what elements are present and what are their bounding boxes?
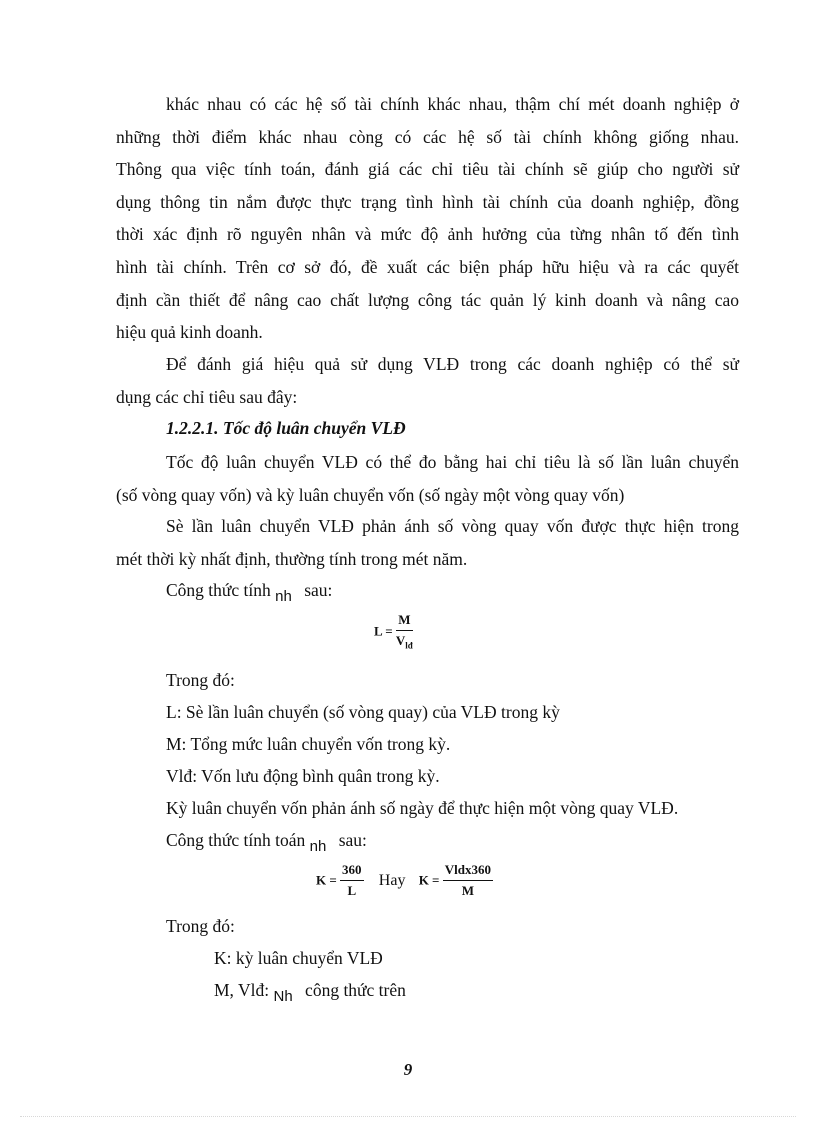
paragraph-line: dụng các chỉ tiêu sau đây: [116,386,298,407]
formula-period-num1: 360 [340,862,364,881]
where-label-1: Trong đó: [166,670,235,690]
formula-period-fraction2 [443,862,493,899]
formula-period-lhs1: K = [316,872,337,888]
formula-turnover [374,612,413,651]
definition-M-Vld-text: M, Vlđ: [214,980,270,1000]
formula-intro-2-text: Công thức tính toán [166,830,306,850]
definition-K-intro: Kỳ luân chuyển vốn phản ánh số ngày để thực hiện một vòng quay VLĐ. [166,798,679,818]
formula-turnover-den-sub: lđ [405,640,413,651]
formula-period-den2: M [461,883,474,898]
formula-intro-1-text: Công thức tính [166,580,271,600]
paragraph-line: hiệu quả kinh doanh. [116,322,263,343]
formula-turnover-lhs: L = [374,623,393,639]
definition-M-Vld-small: Nh [273,988,293,1005]
paragraph-line: khác nhau có các hệ số tài chính khác nhau, thậm chí mét doanh nghiệp ở [166,94,739,114]
formula-intro-1-small: nh [275,588,292,605]
paragraph-line: hình tài chính. Trên cơ sở đó, đề xuất các biện pháp hữu hiệu và ra các quyết [116,256,739,277]
paragraph-line: thời xác định rõ nguyên nhân và mức độ ảnh hưởng của từng nhân tố đến tình [116,224,739,245]
definition-Vld: Vlđ: Vốn lưu động bình quân trong kỳ. [166,766,440,786]
page-bottom-divider [20,1116,796,1117]
paragraph-turnover-count [116,510,739,575]
formula-turnover-fraction [396,612,413,651]
formula-period-connector: Hay [378,871,406,889]
definition-L: L: Sè lần luân chuyển (số vòng quay) của VLĐ trong kỳ [166,702,560,722]
formula-period-den1: L [347,883,357,898]
definition-M-Vld-tail: công thức trên [305,980,406,1000]
formula-period [316,862,493,899]
page-number: 9 [403,1060,413,1079]
formula-intro-2-tail: sau: [338,830,367,850]
paragraph-line: Sè lần luân chuyển VLĐ phản ánh số vòng quay vốn được thực hiện trong [166,516,739,536]
paragraph-financial-ratios [116,88,739,349]
paragraph-line: định cần thiết để nâng cao chất lượng công tác quản lý kinh doanh và nâng cao [116,289,739,310]
paragraph-line: Thông qua việc tính toán, đánh giá các chỉ tiêu tài chính sẽ giúp cho người sử [116,159,739,180]
paragraph-line: Để đánh giá hiệu quả sử dụng VLĐ trong các doanh nghiệp có thể sử [166,354,739,374]
paragraph-line: những thời điểm khác nhau còng có các hệ số tài chính không giống nhau. [116,126,739,147]
formula-intro-1-tail: sau: [304,580,333,600]
formula-period-fraction1 [340,862,364,899]
formula-period-num2: Vldx360 [443,862,493,881]
paragraph-line: mét thời kỳ nhất định, thường tính trong mét năm. [116,548,468,569]
formula-turnover-den-main: V [395,633,406,648]
definition-M-Vld [214,980,406,1005]
section-heading: 1.2.2.1. Tốc độ luân chuyển VLĐ [166,418,406,438]
formula-intro-1 [166,580,333,605]
formula-turnover-numerator: M [396,612,413,631]
paragraph-evaluation-intro [116,348,739,413]
paragraph-line: (số vòng quay vốn) và kỳ luân chuyển vốn (số ngày một vòng quay vốn) [116,484,625,505]
paragraph-line: dụng thông tin nắm được thực trạng tình hình tài chính của doanh nghiệp, đồng [116,191,739,212]
definition-K: K: kỳ luân chuyển VLĐ [214,948,383,968]
formula-period-lhs2: K = [418,872,440,888]
formula-intro-2-small: nh [309,838,327,855]
where-label-2: Trong đó: [166,916,235,936]
definition-M: M: Tổng mức luân chuyển vốn trong kỳ. [166,734,451,754]
formula-intro-2 [166,830,367,855]
paragraph-turnover-speed [116,446,739,511]
formula-turnover-denominator [396,631,413,651]
paragraph-line: Tốc độ luân chuyển VLĐ có thể đo bằng hai chỉ tiêu là số lần luân chuyển [166,452,739,472]
